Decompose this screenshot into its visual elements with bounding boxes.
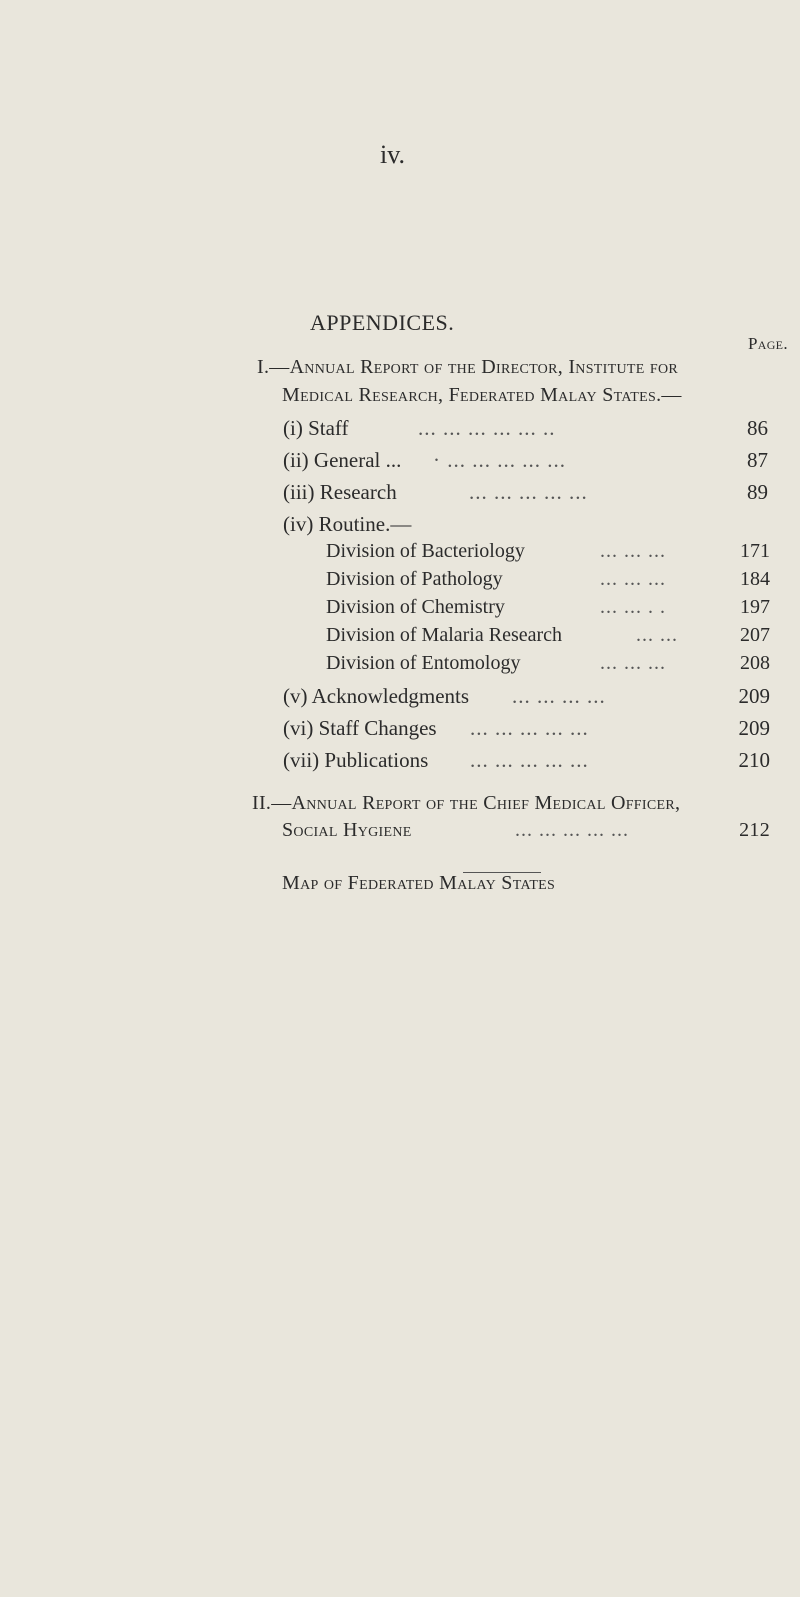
dot-leader: ... ... ... ... [512,684,606,708]
section-i-title-line2: Medical Research, Federated Malay States.— [282,384,682,406]
entry-page: 87 [747,448,768,472]
section-ii-title-line1 [252,792,680,815]
entry-label: Division of Bacteriology [326,540,525,562]
entry-page: 210 [738,748,770,772]
entry-page: 212 [739,819,770,841]
entry-page: 89 [747,480,768,504]
dot-leader: ... ... ... ... ... .. [418,416,556,440]
entry-label: (vi) Staff Changes [283,716,437,740]
dot-leader: ... ... ... ... ... [515,819,629,841]
dot-leader: ... ... ... [600,652,666,674]
entry-page: 86 [747,416,768,440]
entry-page: 208 [740,652,770,674]
entry-page: 171 [740,540,770,562]
toc-entry-general [0,448,800,478]
entry-label: Division of Pathology [326,568,503,590]
section-ii-number: II. [252,792,272,814]
toc-entry-research [0,480,800,510]
toc-entry-publications [0,748,800,778]
dot-leader: ... ... ... [600,540,666,562]
section-i-number: I. [257,356,270,378]
map-line: Map of Federated Malay States [282,872,556,894]
toc-entry-staff-changes [0,716,800,746]
entry-page: 184 [740,568,770,590]
page-number: iv. [380,140,406,169]
toc-entry-routine [0,512,800,542]
dot-leader: · ... ... ... ... ... [433,448,566,472]
entry-label: Division of Chemistry [326,596,505,618]
entry-label: (iv) Routine.— [283,512,412,536]
entry-label: Division of Entomology [326,652,521,674]
dot-leader: ... ... ... [600,568,666,590]
entry-label: (vii) Publications [283,748,429,772]
toc-subentry-chemistry [0,596,800,626]
entry-label: (iii) Research [283,480,397,504]
entry-label: (i) Staff [283,416,349,440]
toc-entry-social-hygiene [0,819,800,849]
section-ii-title-text: —Annual Report of the Chief Medical Officer, [271,792,681,814]
toc-subentry-bacteriology [0,540,800,570]
entry-page: 197 [740,596,770,618]
entry-label: (ii) General ... [283,448,402,472]
entry-label: Division of Malaria Research [326,624,563,646]
dot-leader: ... ... ... ... ... [470,716,589,740]
toc-subentry-pathology [0,568,800,598]
entry-label: Social Hygiene [282,819,412,841]
toc-entry-acknowledgments [0,684,800,714]
entry-page: 209 [738,684,770,708]
toc-subentry-entomology [0,652,800,682]
dot-leader: ... ... ... ... ... [469,480,588,504]
entry-label: (v) Acknowledgments [283,684,470,708]
page-column-label: Page. [748,334,788,353]
appendices-heading: APPENDICES. [310,310,455,335]
section-i-title-line1 [257,356,678,379]
dot-leader: ... ... ... ... ... [470,748,589,772]
entry-page: 207 [740,624,770,646]
dot-leader: ... ... [636,624,678,646]
toc-subentry-malaria [0,624,800,654]
section-i-title-text: —Annual Report of the Director, Institute for [269,356,678,378]
toc-entry-staff [0,416,800,446]
entry-page: 209 [738,716,770,740]
dot-leader: ... ... . . [600,596,666,618]
